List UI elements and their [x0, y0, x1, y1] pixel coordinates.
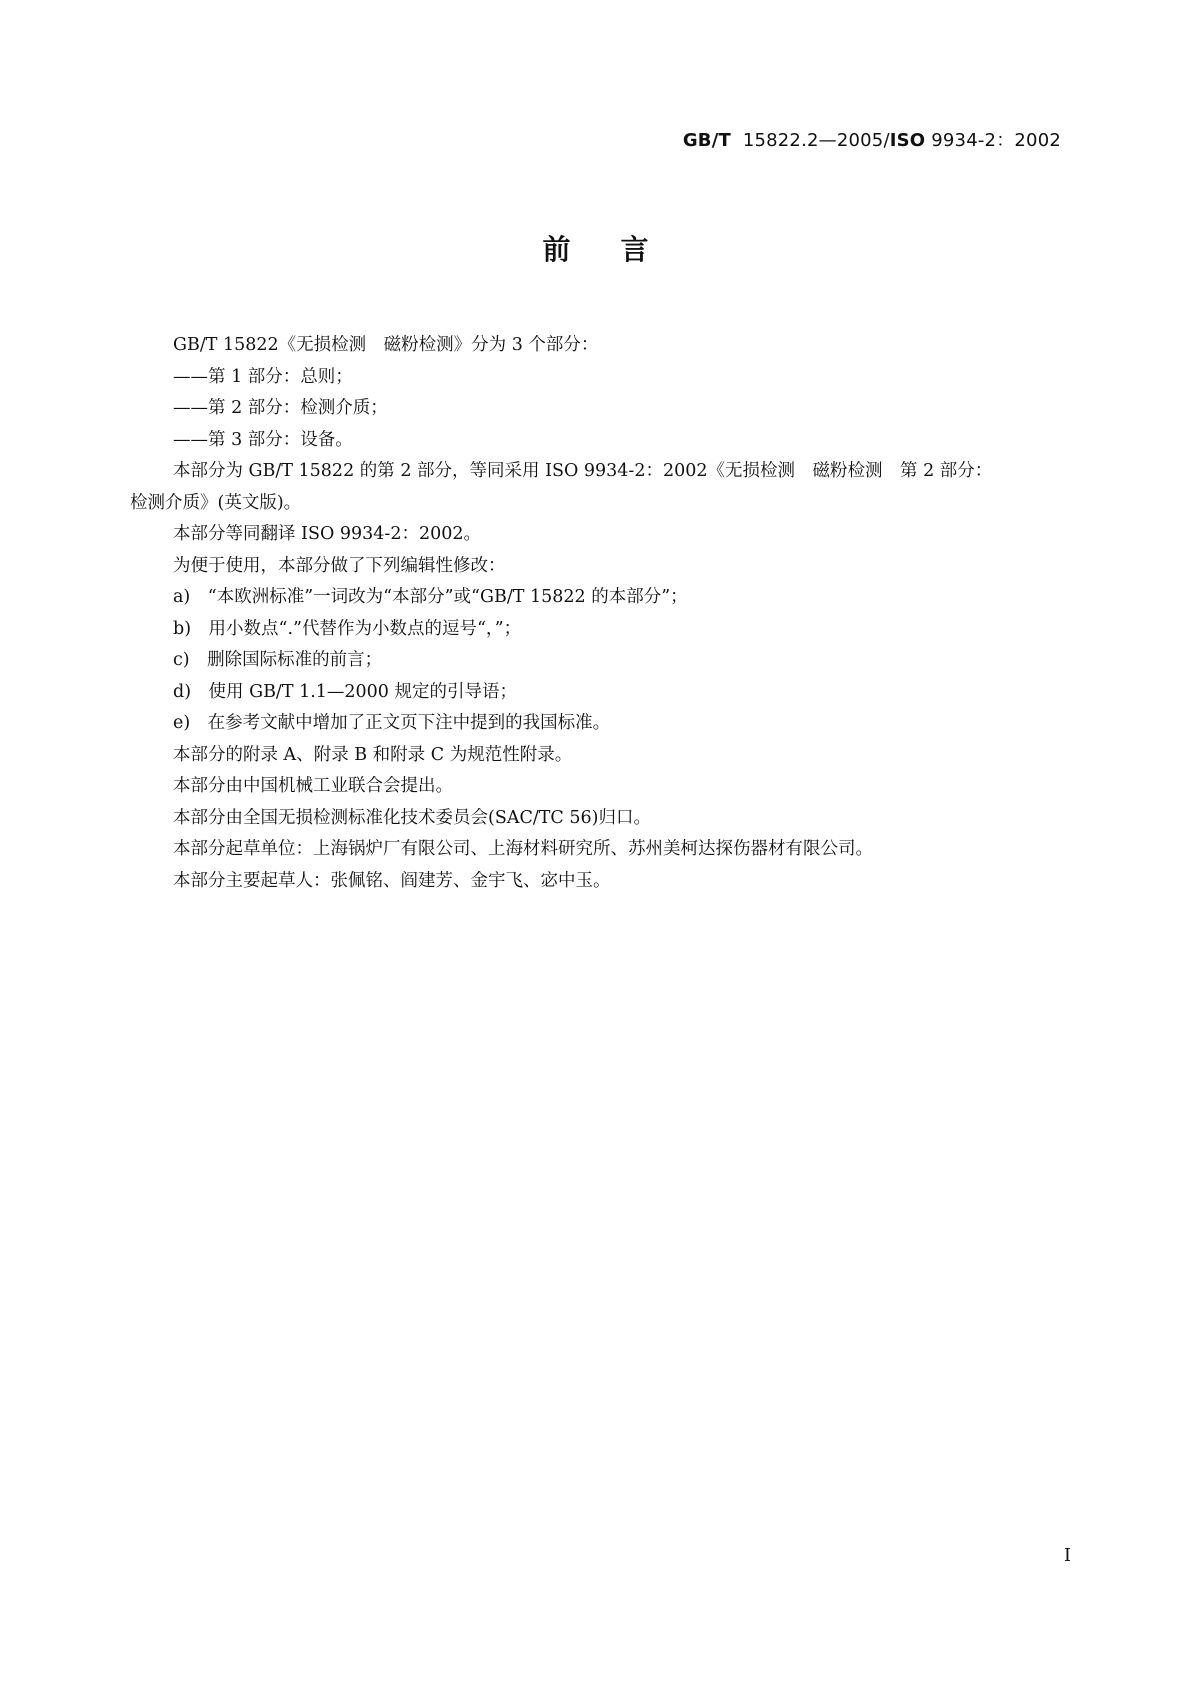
list-item-a: a) “本欧洲标准”一词改为“本部分”或“GB/T 15822 的本部分”； — [173, 587, 688, 607]
paragraph-annexes: 本部分的附录 A、附录 B 和附录 C 为规范性附录。 — [173, 744, 573, 765]
paragraph-editorial-changes: 为便于使用，本部分做了下列编辑性修改： — [173, 555, 506, 576]
list-item-b: b) 用小数点“.”代替作为小数点的逗号“，”； — [173, 618, 522, 639]
page-number: I — [1063, 1545, 1071, 1566]
paragraph-adoption-line-1: 本部分为 GB/T 15822 的第 2 部分，等同采用 ISO 9934-2：2002《无损检测 磁粉检测 第 2 部分： — [173, 461, 993, 481]
paragraph-centralized-by: 本部分由全国无损检测标准化技术委员会(SAC/TC 56)归口。 — [173, 807, 651, 828]
iso-prefix: ISO — [889, 130, 926, 151]
page-title: 前言 — [542, 233, 699, 266]
list-item-c: c) 删除国际标准的前言； — [173, 650, 383, 670]
std-number: 15822.2—2005/ — [742, 130, 890, 151]
paragraph-drafting-units: 本部分起草单位：上海锅炉厂有限公司、上海材料研究所、苏州美柯达探伤器材有限公司。 — [173, 839, 873, 859]
paragraph-part-1: ——第 1 部分：总则； — [173, 366, 353, 387]
paragraph-parts-intro: GB/T 15822《无损检测 磁粉检测》分为 3 个部分： — [173, 335, 599, 355]
list-item-e: e) 在参考文献中增加了正文页下注中提到的我国标准。 — [173, 713, 611, 733]
iso-number: 9934-2：2002 — [931, 130, 1061, 151]
paragraph-drafters: 本部分主要起草人：张佩铭、阎建芳、金宇飞、宓中玉。 — [173, 870, 611, 891]
std-prefix: GB/T — [682, 130, 731, 151]
paragraph-proposed-by: 本部分由中国机械工业联合会提出。 — [173, 776, 453, 796]
foreword-body — [130, 330, 1060, 897]
paragraph-part-3: ——第 3 部分：设备。 — [173, 429, 353, 450]
paragraph-translation: 本部分等同翻译 ISO 9934-2：2002。 — [173, 524, 481, 544]
paragraph-adoption — [130, 456, 1060, 519]
paragraph-adoption-line-2: 检测介质》(英文版)。 — [130, 492, 302, 513]
list-item-d: d) 使用 GB/T 1.1—2000 规定的引导语； — [173, 681, 517, 702]
standard-number-header — [683, 126, 1061, 152]
paragraph-part-2: ——第 2 部分：检测介质； — [173, 398, 388, 418]
